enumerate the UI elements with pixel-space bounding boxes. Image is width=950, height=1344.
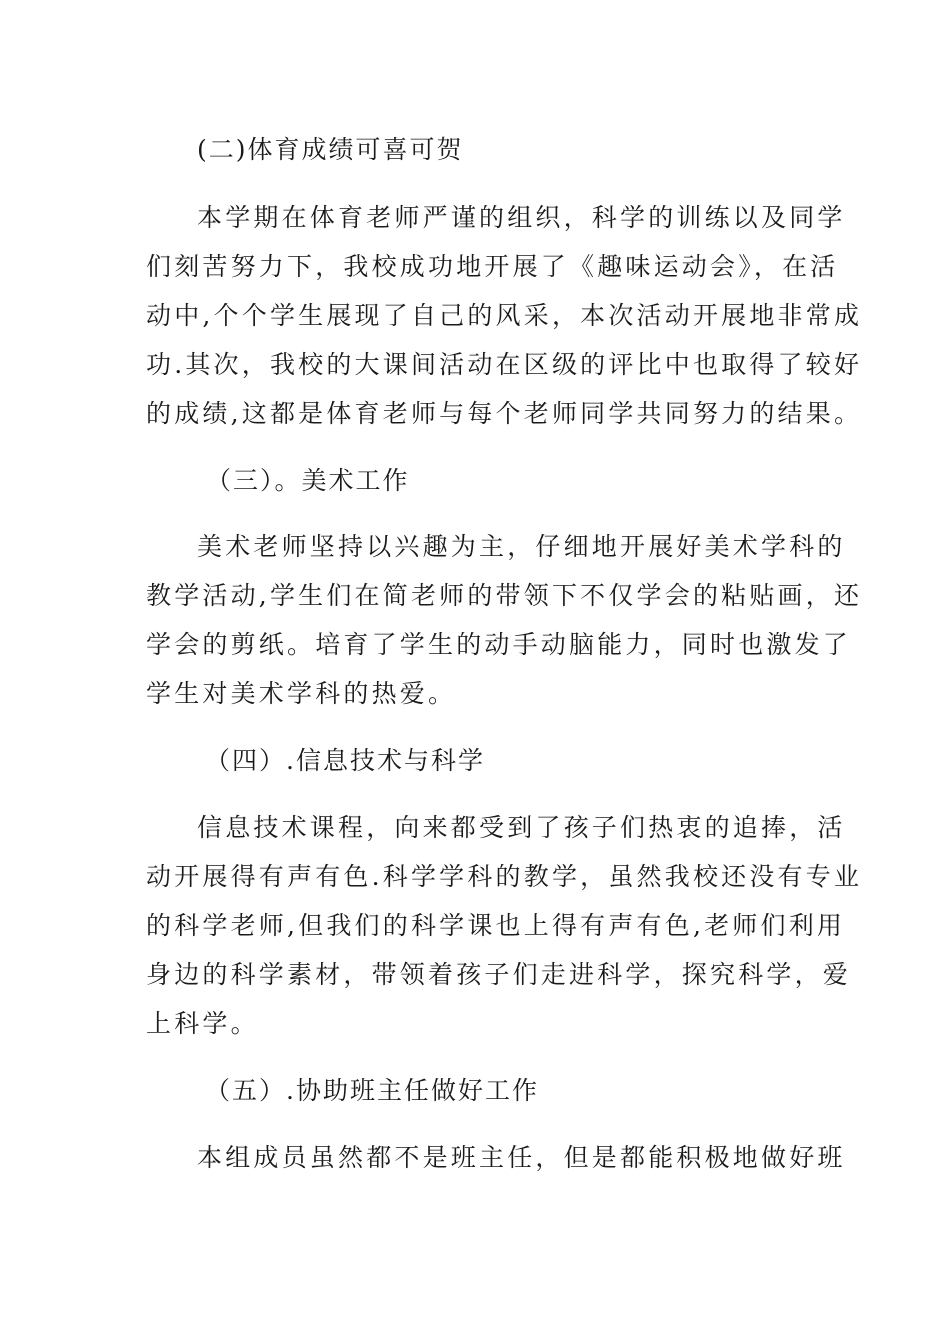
section-heading-class-support: （五）.协助班主任做好工作: [205, 1076, 539, 1105]
paragraph-line: 信息技术课程，向来都受到了孩子们热衷的追捧，活: [197, 813, 846, 842]
paragraph-line: 们刻苦努力下，我校成功地开展了《趣味运动会》，在活: [146, 252, 839, 281]
section-heading-sports: (二)体育成绩可喜可贺: [197, 135, 464, 164]
section-heading-it-science: （四）.信息技术与科学: [205, 746, 485, 775]
paragraph-line: 动开展得有声有色.科学学科的教学，虽然我校还没有专业: [146, 862, 863, 891]
paragraph-line: 学会的剪纸。培育了学生的动手动脑能力，同时也激发了: [146, 630, 852, 659]
paragraph-line: 功.其次，我校的大课间活动在区级的评比中也取得了较好: [146, 350, 863, 379]
paragraph-line: 本学期在体育老师严谨的组织，科学的训练以及同学: [197, 203, 846, 232]
paragraph-line: 学生对美术学科的热爱。: [146, 679, 457, 708]
paragraph-line: 上科学。: [146, 1009, 259, 1038]
paragraph-line: 美术老师坚持以兴趣为主，仔细地开展好美术学科的: [197, 532, 846, 561]
paragraph-line: 的成绩,这都是体育老师与每个老师同学共同努力的结果。: [146, 399, 863, 428]
paragraph-line: 的科学老师,但我们的科学课也上得有声有色,老师们利用: [146, 911, 846, 940]
paragraph-line: 教学活动,学生们在简老师的带领下不仅学会的粘贴画，还: [146, 581, 863, 610]
paragraph-line: 本组成员虽然都不是班主任，但是都能积极地做好班: [197, 1143, 846, 1172]
section-heading-art: （三）。美术工作: [206, 466, 410, 495]
paragraph-line: 动中,个个学生展现了自己的风采，本次活动开展地非常成: [146, 301, 863, 330]
paragraph-line: 身边的科学素材，带领着孩子们走进科学，探究科学，爱: [146, 960, 852, 989]
